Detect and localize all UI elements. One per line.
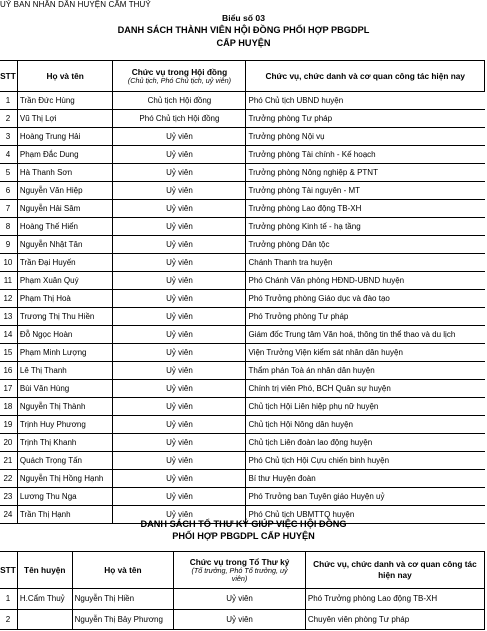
cell-stt: 17 xyxy=(0,380,17,398)
cell-stt: 7 xyxy=(0,200,17,218)
cell-position: Chủ tịch Hội Liên hiệp phụ nữ huyện xyxy=(246,398,485,416)
table-row xyxy=(0,236,485,254)
cell-position: Phó Chủ tịch UBMTTQ huyện xyxy=(246,506,485,524)
cell-name: Lê Thị Thanh xyxy=(17,362,113,380)
cell-stt: 3 xyxy=(0,128,17,146)
cell-position: Trưởng phòng Tư pháp xyxy=(246,110,485,128)
cell-position: Chánh Thanh tra huyện xyxy=(246,254,485,272)
agency-name: UỶ BAN NHÂN DÂN HUYỆN CẨM THUỶ xyxy=(0,0,151,9)
cell-name: Nguyễn Thị Hiền xyxy=(72,589,174,610)
document-title: DANH SÁCH THÀNH VIÊN HỘI ĐỒNG PHỐI HỢP PBGDPL xyxy=(117,25,370,35)
cell-position: Giám đốc Trung tâm Văn hoá, thông tin thể thao và du lịch xyxy=(246,326,485,344)
cell-position: Trưởng phòng Nông nghiệp & PTNT xyxy=(246,164,485,182)
table-row xyxy=(0,200,485,218)
cell-role: Uỷ viên xyxy=(113,326,246,344)
secretariat-table xyxy=(0,551,485,630)
header-name: Họ và tên xyxy=(72,552,174,589)
table-row xyxy=(0,128,485,146)
cell-stt: 15 xyxy=(0,344,17,362)
table-row xyxy=(0,434,485,452)
cell-role: Uỷ viên xyxy=(113,308,246,326)
cell-position: Trưởng phòng Dân tộc xyxy=(246,236,485,254)
cell-district: H.Cẩm Thuỷ xyxy=(17,589,72,610)
cell-position: Phó Chủ tịch UBND huyện xyxy=(246,92,485,110)
cell-role: Uỷ viên xyxy=(113,488,246,506)
cell-name: Hoàng Trung Hải xyxy=(17,128,113,146)
cell-name: Nguyễn Hải Sâm xyxy=(17,200,113,218)
cell-position: Chuyên viên phòng Tư pháp xyxy=(305,609,484,630)
cell-stt: 23 xyxy=(0,488,17,506)
cell-position: Phó Trưởng phòng Giáo dục và đào tạo xyxy=(246,290,485,308)
cell-position: Trưởng phòng Kinh tế - hạ tầng xyxy=(246,218,485,236)
header-secretariat-role-label: Chức vụ trong Tổ Thư ký xyxy=(189,556,290,567)
cell-role: Uỷ viên xyxy=(113,254,246,272)
cell-role: Uỷ viên xyxy=(113,218,246,236)
cell-name: Đỗ Ngọc Hoàn xyxy=(17,326,113,344)
table-row xyxy=(0,110,485,128)
header-position: Chức vụ, chức danh và cơ quan công tác hiện nay xyxy=(305,552,484,589)
cell-position: Chính trị viên Phó, BCH Quân sự huyện xyxy=(246,380,485,398)
cell-name: Phạm Thị Hoà xyxy=(17,290,113,308)
cell-stt: 5 xyxy=(0,164,17,182)
document-subtitle: CẤP HUYỆN xyxy=(216,38,271,48)
cell-position: Chủ tịch Hội Nông dân huyện xyxy=(246,416,485,434)
header-council-role xyxy=(113,61,246,92)
cell-role: Uỷ viên xyxy=(113,200,246,218)
cell-stt: 1 xyxy=(0,589,17,610)
cell-name: Phạm Đắc Dung xyxy=(17,146,113,164)
cell-role: Uỷ viên xyxy=(113,398,246,416)
cell-position: Bí thư Huyện đoàn xyxy=(246,470,485,488)
cell-stt: 9 xyxy=(0,236,17,254)
cell-stt: 4 xyxy=(0,146,17,164)
cell-position: Chủ tịch Liên đoàn lao động huyện xyxy=(246,434,485,452)
cell-role: Uỷ viên xyxy=(113,362,246,380)
cell-role: Phó Chủ tịch Hội đồng xyxy=(113,110,246,128)
cell-position: Phó Trưởng ban Tuyên giáo Huyện uỷ xyxy=(246,488,485,506)
cell-name: Trương Thị Thu Hiền xyxy=(17,308,113,326)
cell-stt: 2 xyxy=(0,110,17,128)
header-council-role-note: (Chủ tịch, Phó Chủ tịch, uỷ viên) xyxy=(127,75,231,85)
cell-name: Trần Đức Hùng xyxy=(17,92,113,110)
cell-stt: 18 xyxy=(0,398,17,416)
header-council-role-label: Chức vụ trong Hội đồng xyxy=(131,66,228,77)
cell-stt: 14 xyxy=(0,326,17,344)
cell-role: Uỷ viên xyxy=(113,470,246,488)
cell-stt: 22 xyxy=(0,470,17,488)
cell-role: Uỷ viên xyxy=(113,344,246,362)
cell-name: Trần Đại Huyến xyxy=(17,254,113,272)
cell-stt: 13 xyxy=(0,308,17,326)
cell-role: Uỷ viên xyxy=(113,290,246,308)
cell-role: Uỷ viên xyxy=(113,380,246,398)
cell-name: Hà Thanh Sơn xyxy=(17,164,113,182)
table-row xyxy=(0,182,485,200)
table-row xyxy=(0,398,485,416)
cell-name: Bùi Văn Hùng xyxy=(17,380,113,398)
table-row xyxy=(0,470,485,488)
cell-name: Nguyễn Thị Bảy Phương xyxy=(72,609,174,630)
table-row xyxy=(0,452,485,470)
cell-role: Uỷ viên xyxy=(113,452,246,470)
cell-name: Trịnh Thị Khanh xyxy=(17,434,113,452)
cell-role: Uỷ viên xyxy=(113,128,246,146)
cell-position: Viện Trưởng Viện kiểm sát nhân dân huyện xyxy=(246,344,485,362)
cell-name: Phạm Minh Lượng xyxy=(17,344,113,362)
cell-name: Trịnh Huy Phương xyxy=(17,416,113,434)
secretariat-body xyxy=(0,589,485,630)
sheet-number: Biểu số 03 xyxy=(222,13,265,23)
cell-name: Quách Trọng Tấn xyxy=(17,452,113,470)
cell-stt: 1 xyxy=(0,92,17,110)
cell-role: Uỷ viên xyxy=(113,272,246,290)
cell-stt: 24 xyxy=(0,506,17,524)
cell-district xyxy=(17,609,72,630)
table-row xyxy=(0,164,485,182)
cell-role: Chủ tịch Hội đồng xyxy=(113,92,246,110)
table-row xyxy=(0,416,485,434)
table-row xyxy=(0,609,485,630)
table-row xyxy=(0,326,485,344)
table-row xyxy=(0,146,485,164)
cell-position: Trưởng phòng Lao động TB-XH xyxy=(246,200,485,218)
cell-name: Vũ Thị Lợi xyxy=(17,110,113,128)
cell-stt: 20 xyxy=(0,434,17,452)
header-secretariat-role-note: (Tổ trưởng, Phó Tổ trưởng, uỷ viên) xyxy=(191,565,288,583)
table-row xyxy=(0,344,485,362)
cell-role: Uỷ viên xyxy=(174,589,306,610)
cell-name: Phạm Xuân Quý xyxy=(17,272,113,290)
cell-name: Trần Thị Hạnh xyxy=(17,506,113,524)
header-stt: STT xyxy=(0,61,17,92)
cell-name: Nguyễn Thị Thành xyxy=(17,398,113,416)
header-stt: STT xyxy=(0,552,17,589)
table-row xyxy=(0,290,485,308)
cell-position: Phó Chủ tịch Hội Cựu chiến binh huyện xyxy=(246,452,485,470)
cell-stt: 10 xyxy=(0,254,17,272)
table-row xyxy=(0,218,485,236)
table-row xyxy=(0,380,485,398)
council-members-body xyxy=(0,92,485,524)
header-secretariat-role xyxy=(174,552,306,589)
cell-name: Hoàng Thế Hiển xyxy=(17,218,113,236)
header-district: Tên huyện xyxy=(17,552,72,589)
table-row xyxy=(0,92,485,110)
council-members-table xyxy=(0,60,485,524)
cell-role: Uỷ viên xyxy=(113,146,246,164)
cell-role: Uỷ viên xyxy=(113,164,246,182)
cell-position: Phó Chánh Văn phòng HĐND-UBND huyện xyxy=(246,272,485,290)
secretariat-title: DANH SÁCH TỔ THƯ KÝ GIÚP VIỆC HỘI ĐỒNG xyxy=(140,519,347,529)
cell-stt: 19 xyxy=(0,416,17,434)
cell-role: Uỷ viên xyxy=(113,236,246,254)
cell-position: Trưởng phòng Tài nguyên - MT xyxy=(246,182,485,200)
table-row xyxy=(0,589,485,610)
table-row xyxy=(0,362,485,380)
header-position: Chức vụ, chức danh và cơ quan công tác hiện nay xyxy=(246,61,485,92)
cell-role: Uỷ viên xyxy=(113,182,246,200)
cell-role: Uỷ viên xyxy=(113,434,246,452)
table-row xyxy=(0,488,485,506)
cell-stt: 2 xyxy=(0,609,17,630)
cell-stt: 8 xyxy=(0,218,17,236)
cell-name: Lương Thu Nga xyxy=(17,488,113,506)
table-row xyxy=(0,254,485,272)
cell-stt: 12 xyxy=(0,290,17,308)
cell-position: Trưởng phòng Nội vụ xyxy=(246,128,485,146)
cell-role: Uỷ viên xyxy=(113,506,246,524)
cell-position: Trưởng phòng Tài chính - Kế hoạch xyxy=(246,146,485,164)
cell-role: Uỷ viên xyxy=(174,609,306,630)
cell-stt: 16 xyxy=(0,362,17,380)
cell-name: Nguyễn Văn Hiệp xyxy=(17,182,113,200)
cell-stt: 21 xyxy=(0,452,17,470)
cell-name: Nguyễn Nhật Tân xyxy=(17,236,113,254)
table-row xyxy=(0,308,485,326)
table-row xyxy=(0,272,485,290)
cell-position: Phó Trưởng phòng Lao động TB-XH xyxy=(305,589,484,610)
cell-name: Nguyễn Thị Hồng Hạnh xyxy=(17,470,113,488)
cell-position: Thẩm phán Toà án nhân dân huyện xyxy=(246,362,485,380)
header-name: Họ và tên xyxy=(17,61,113,92)
cell-role: Uỷ viên xyxy=(113,416,246,434)
cell-stt: 6 xyxy=(0,182,17,200)
secretariat-subtitle: PHỐI HỢP PBGDPL CẤP HUYỆN xyxy=(172,531,315,541)
cell-stt: 11 xyxy=(0,272,17,290)
cell-position: Phó Trưởng phòng Tư pháp xyxy=(246,308,485,326)
